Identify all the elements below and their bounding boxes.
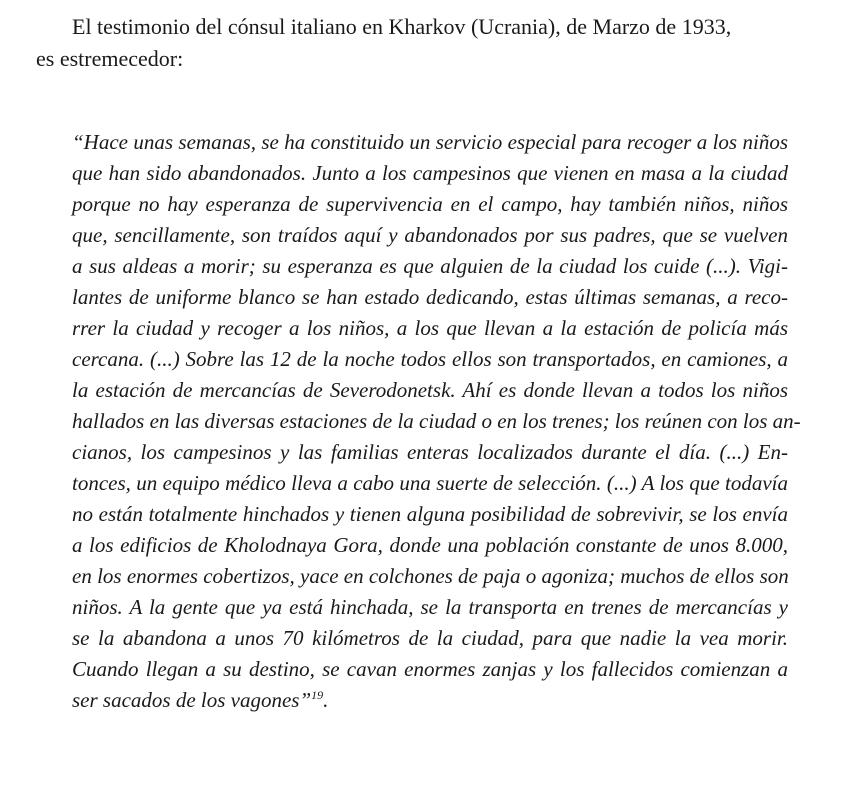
- quote-line-4: que, sencillamente, son traídos aquí y abandonados por sus padres, que se vuelven: [72, 223, 788, 247]
- quote-line-7: rrer la ciudad y recoger a los niños, a los que llevan a la estación de policía más: [72, 316, 788, 340]
- quote-line-11: cianos, los campesinos y las familias enteras localizados durante el día. (...) En-: [72, 440, 788, 464]
- quote-line-1: “Hace unas semanas, se ha constituido un servicio especial para recoger a los niños: [72, 130, 788, 154]
- quote-line-5: a sus aldeas a morir; su esperanza es que alguien de la ciudad los cuide (...). Vigi-: [72, 254, 788, 278]
- quote-line-13: no están totalmente hinchados y tienen alguna posibilidad de sobrevivir, se los envía: [72, 502, 788, 526]
- quote-line-18: Cuando llegan a su destino, se cavan enormes zanjas y los fallecidos comienzan a: [72, 657, 788, 681]
- quote-line-19: [72, 686, 788, 714]
- quote-line-6: lantes de uniforme blanco se han estado dedicando, estas últimas semanas, a reco-: [72, 285, 788, 309]
- quote-line-2: que han sido abandonados. Junto a los campesinos que vienen en masa a la ciudad: [72, 161, 788, 185]
- final-period: .: [323, 688, 329, 712]
- quote-line-8: cercana. (...) Sobre las 12 de la noche todos ellos son transportados, en camiones, a: [72, 347, 788, 371]
- quote-line-16: niños. A la gente que ya está hinchada, se la transporta en trenes de mercancías y: [72, 595, 788, 619]
- quote-line-3: porque no hay esperanza de supervivencia en el campo, hay también niños, niños: [72, 192, 788, 216]
- quote-line-9: la estación de mercancías de Severodonetsk. Ahí es donde llevan a todos los niños: [72, 378, 788, 402]
- quote-line-10: hallados en las diversas estaciones de la ciudad o en los trenes; los reúnen con los an-: [72, 409, 801, 433]
- quote-line-14: a los edificios de Kholodnaya Gora, donde una población constante de unos 8.000,: [72, 533, 788, 557]
- footnote-marker[interactable]: 19: [311, 688, 324, 702]
- intro-line-2: es estremecedor:: [36, 46, 184, 71]
- quote-line-15: en los enormes cobertizos, yace en colchones de paja o agoniza; muchos de ellos son: [72, 564, 789, 588]
- quote-last-line-text: ser sacados de los vagones”: [72, 688, 312, 712]
- quote-line-12: tonces, un equipo médico lleva a cabo una suerte de selección. (...) A los que todavía: [72, 471, 788, 495]
- quote-line-17: se la abandona a unos 70 kilómetros de la ciudad, para que nadie la vea morir.: [72, 626, 788, 650]
- intro-line-1: El testimonio del cónsul italiano en Kharkov (Ucrania), de Marzo de 1933,: [72, 14, 732, 39]
